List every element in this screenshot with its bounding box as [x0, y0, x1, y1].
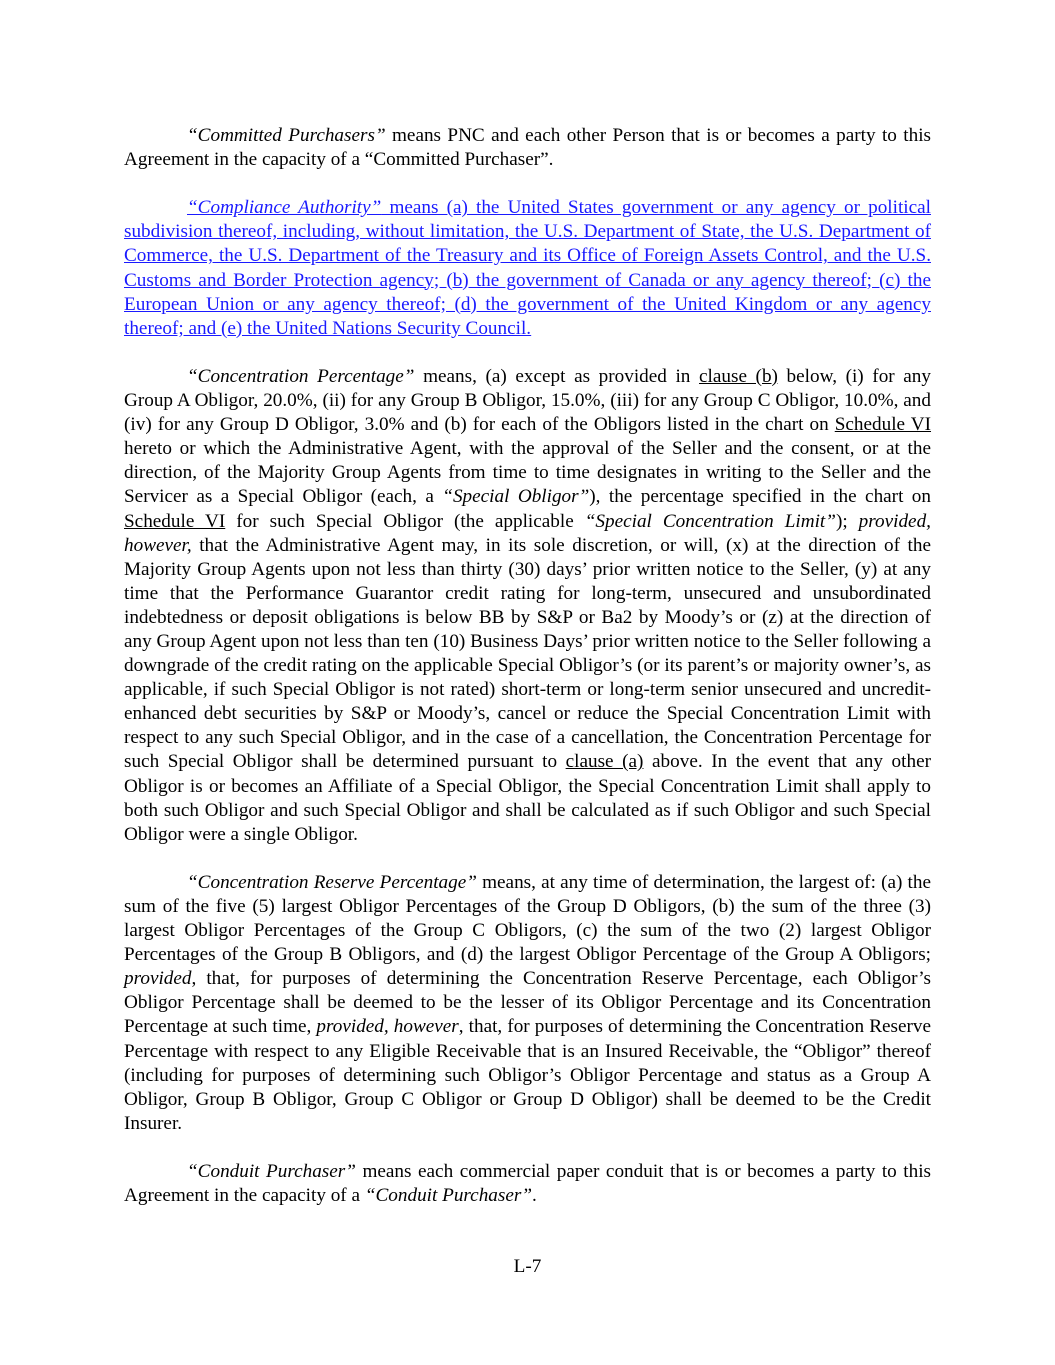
definition-concentration-reserve-percentage	[124, 871, 931, 1136]
defined-term: “Concentration Percentage”	[187, 365, 415, 387]
defined-term: “Conduit Purchaser”	[187, 1161, 356, 1183]
definition-text: means (a) the United States government or any agency or political subdivision thereof, including, without limitation, the U.S. Department of State, the U.S. Department of Commerce, the U.S. Department of the Treasury and its Office of Foreign Assets Control, and the U.S. Customs and Border Protection agency; (b) the government of Canada or any agency thereof; (c) the European Union or any agency thereof; (d) the government of the United Kingdom or any agency thereof; and (e) the United Nations Security Council.	[124, 197, 931, 339]
cross-reference: Schedule VI	[124, 510, 226, 532]
document-page	[124, 124, 931, 1232]
cross-reference: Schedule VI	[834, 414, 932, 436]
proviso: provided	[124, 968, 192, 990]
definition-text: , that, for purposes of determining the Concentration Reserve Percentage, each Obligor’s Obligor Percentage shall be deemed to be the lesser of its Obligor Percentage and its Concentration Percentage at such time,	[124, 968, 931, 1038]
definition-compliance-authority[interactable]	[124, 196, 931, 341]
definition-text: means PNC and each other Person that is or becomes a party to this Agreement in the capacity of a “Committed Purchaser”.	[124, 125, 931, 171]
defined-term: “Committed Purchasers”	[187, 125, 386, 146]
definition-text: that the Administrative Agent may, in its sole discretion, or will, (x) at the direction of the Majority Group Agents upon not less than thirty (30) days’ prior written notice to the Seller, (y) at any time that the Performance Guarantor credit rating for long-term, unsecured and unsubordinated indebtedness or deposit obligations is below BB by S&P or Ba2 by Moody’s or (z) at the direction of any Group Agent upon not less than ten (10) Business Days’ prior written notice to the Seller following a downgrade of the credit rating on the applicable Special Obligor’s (or its parent’s or majority owner’s, as applicable, if such Special Obligor is not rated) short-term or long-term senior unsecured and uncredit-enhanced debt securities by S&P or Moody’s, cancel or reduce the Special Concentration Limit with respect to any such Special Obligor, and in the case of a cancellation, the Concentration Percentage for such Special Obligor shall be determined pursuant to	[124, 534, 931, 773]
defined-term: “Conduit Purchaser”	[364, 1185, 533, 1207]
definition-text: means, (a) except as provided in	[414, 365, 700, 387]
definition-text: means, at any time of determination, the largest of: (a) the sum of the five (5) largest Obligor Percentages of the Group D Obligors, (b) the sum of the three (3) largest Obligor Percentages of the Group C Obligors, (c) the sum of the two (2) largest Obligor Percentages of the Group B Obligors, and (d) the largest Obligor Percentage of the Group A Obligors;	[124, 871, 931, 966]
definition-text: above. In the event that any other Obligor is or becomes an Affiliate of a Special Obligor, the Special Concentration Limit shall apply to both such Obligor and such Special Obligor and shall be calculated as if such Obligor and such Special Obligor were a single Obligor.	[124, 751, 931, 845]
definition-text: );	[835, 510, 859, 532]
cross-reference: clause (a)	[565, 751, 644, 773]
page-number: L-7	[513, 1256, 542, 1277]
defined-term: “Compliance Authority”	[187, 197, 382, 219]
definition-concentration-percentage	[124, 365, 931, 847]
defined-term: “Concentration Reserve Percentage”	[187, 871, 477, 893]
definition-text: for such Special Obligor (the applicable	[225, 510, 585, 532]
proviso: provided, however	[316, 1016, 459, 1038]
proviso: provided, however,	[124, 510, 931, 556]
definition-text: ), the percentage specified in the chart on	[589, 486, 931, 508]
definition-committed-purchasers	[124, 124, 931, 172]
definition-text: below, (i) for any Group A Obligor, 20.0%, (ii) for any Group B Obligor, 15.0%, (iii) for any Group C Obligor, 10.0%, and (iv) for any Group D Obligor, 3.0% and (b) for each of the Obligors listed in the chart on	[124, 365, 931, 436]
definition-text: .	[532, 1185, 537, 1207]
definition-text: hereto or which the Administrative Agent, with the approval of the Seller and the consent, or at the direction, of the Majority Group Agents from time to time designates in writing to the Seller and the Servicer as a Special Obligor (each, a	[124, 438, 931, 508]
cross-reference: clause (b)	[699, 365, 778, 387]
definition-text: means each commercial paper conduit that is or becomes a party to this Agreement in the capacity of a	[124, 1161, 931, 1207]
definition-conduit-purchaser	[124, 1160, 931, 1208]
definition-text: , that, for purposes of determining the Concentration Reserve Percentage with respect to any Eligible Receivable that is an Insured Receivable, the “Obligor” thereof (including for purposes of determining such Obligor’s Obligor Percentage and status as a Group A Obligor, Group B Obligor, Group C Obligor or Group D Obligor) shall be deemed to be the Credit Insurer.	[124, 1016, 931, 1134]
defined-term: “Special Obligor”	[442, 486, 590, 508]
defined-term: “Special Concentration Limit”	[584, 510, 836, 532]
